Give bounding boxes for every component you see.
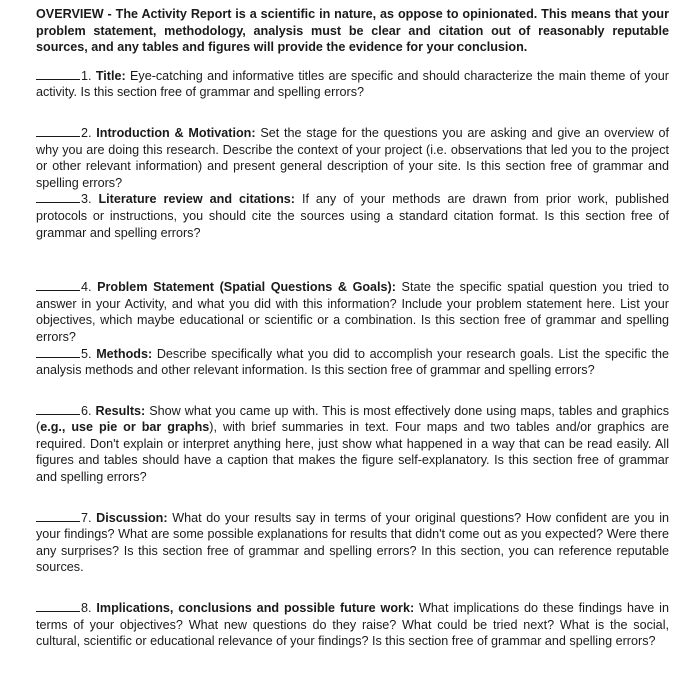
item-description: What implications do these findings have in terms of your objectives? What new questions do they raise? What could be tried next? What is the social, cultural, scientific or educational relevance of your findings? Is this section free of grammar and spelling errors? xyxy=(36,601,669,649)
item-description: If any of your methods are drawn from prior work, published protocols or instructions, you should cite the sources using a standard citation format. Is this section free of grammar and spelling errors? xyxy=(36,192,669,240)
item-number: 3. xyxy=(81,192,92,207)
rubric-item-title xyxy=(36,68,669,101)
item-number: 7. xyxy=(81,510,92,525)
rubric-item-introduction xyxy=(36,125,669,191)
item-description: ), with brief summaries in text. Four maps and two tables and/or graphics are required. Don't explain or interpret anything here, just show what happened in a way that can be read easily. All figures and tables should have a caption that makes the figure self-explanatory. Is this section free of grammar and spelling errors? xyxy=(36,420,670,485)
item-description: Describe specifically what you did to accomplish your research goals. List the specific the analysis methods and other relevant information. Is this section free of grammar and spelling errors? xyxy=(36,346,669,378)
rubric-item-methods xyxy=(36,346,669,379)
checkoff-blank xyxy=(36,600,80,612)
overview-paragraph: OVERVIEW - The Activity Report is a scientific in nature, as oppose to opinionated. This means that your problem statement, methodology, analysis must be clear and citation out of reasonably reputable sources, and any tables and figures will provide the evidence for your conclusion. xyxy=(36,7,669,55)
item-heading: Results: xyxy=(95,403,146,418)
checkoff-blank xyxy=(36,510,80,522)
item-description: What do your results say in terms of your original questions? How confident are you in your findings? What are some possible explanations for results that didn't come out as you expected? Were there any surprises? Is this section free of grammar and spelling errors? In this section, you can reference reputable sources. xyxy=(36,510,669,575)
rubric-item-implications xyxy=(36,600,669,650)
rubric-item-discussion xyxy=(36,510,669,576)
checkoff-blank xyxy=(36,279,80,291)
item-number: 1. xyxy=(81,68,92,83)
item-description-lead: Show what you came up with. This is most effectively done using maps, tables and graphics ( xyxy=(36,403,670,435)
checkoff-blank xyxy=(36,403,80,415)
item-number: 5. xyxy=(81,346,92,361)
item-heading: Implications, conclusions and possible future work: xyxy=(96,601,415,616)
item-heading: Title: xyxy=(95,68,126,83)
item-number: 8. xyxy=(81,601,92,616)
checkoff-blank xyxy=(36,346,80,358)
checkoff-blank xyxy=(36,125,80,137)
item-heading: Literature review and citations: xyxy=(98,192,295,207)
rubric-item-results xyxy=(36,403,669,486)
rubric-item-literature-review xyxy=(36,191,669,241)
item-heading: Methods: xyxy=(96,346,153,361)
checkoff-blank xyxy=(36,191,80,203)
item-heading: Problem Statement (Spatial Questions & Goals): xyxy=(97,280,396,295)
activity-report-rubric xyxy=(36,6,669,650)
item-number: 2. xyxy=(81,125,92,140)
rubric-item-problem-statement xyxy=(36,279,669,345)
item-number: 6. xyxy=(81,403,92,418)
item-description: Eye-catching and informative titles are specific and should characterize the main theme of your activity. Is this section free of grammar and spelling errors? xyxy=(36,68,669,100)
item-number: 4. xyxy=(81,280,92,295)
checkoff-blank xyxy=(36,68,80,80)
item-description: Set the stage for the questions you are asking and give an overview of why you are doing this research. Describe the context of your project (i.e. observations that led you to the project or other relevant information) and present general description of your site. Is this section free of grammar and spelling errors? xyxy=(36,125,669,190)
item-heading: Introduction & Motivation: xyxy=(96,125,256,140)
item-emphasis: e.g., use pie or bar graphs xyxy=(40,420,210,435)
item-description: State the specific spatial question you tried to answer in your Activity, and what you did with this information? Include your problem statement here. List your objectives, which maybe educational or scientific or a combination. Is this section free of grammar and spelling errors? xyxy=(36,280,669,344)
item-heading: Discussion: xyxy=(96,510,168,525)
